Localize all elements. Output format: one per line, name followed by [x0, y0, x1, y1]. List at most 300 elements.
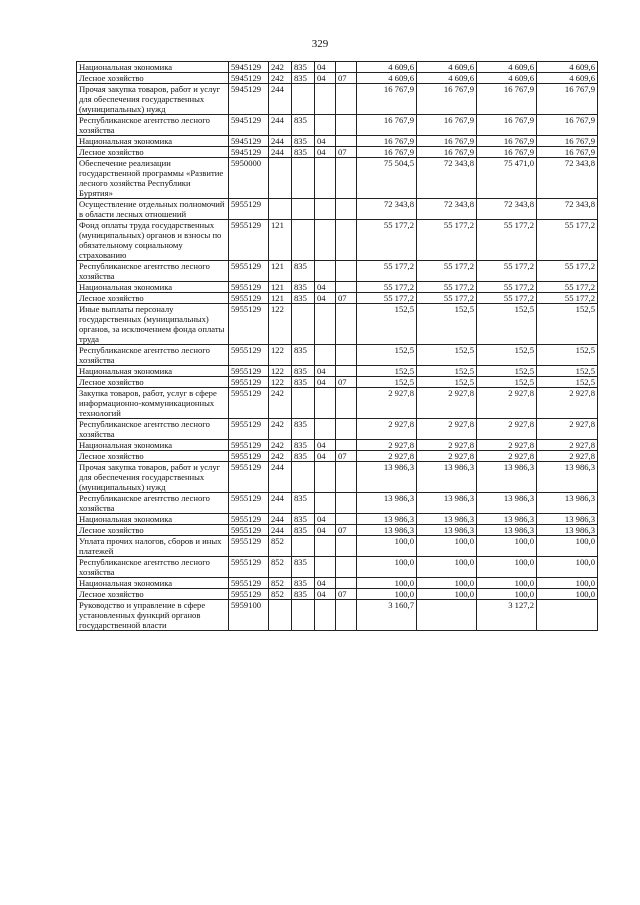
table-row — [77, 147, 598, 158]
amount-1-cell: 13 986,3 — [357, 462, 417, 493]
section-cell — [315, 304, 336, 345]
target-code-cell: 5945129 — [229, 147, 269, 158]
amount-1-cell: 55 177,2 — [357, 293, 417, 304]
row-name-cell: Национальная экономика — [77, 62, 229, 73]
row-name-cell: Осуществление отдельных полномочий в области лесных отношений — [77, 199, 229, 220]
amount-1-cell: 152,5 — [357, 304, 417, 345]
expense-type-cell: 121 — [269, 282, 292, 293]
target-code-cell: 5945129 — [229, 84, 269, 115]
table-row — [77, 557, 598, 578]
row-name-cell: Руководство и управление в сфере установленных функций органов государственной власти — [77, 600, 229, 631]
amount-4-cell: 72 343,8 — [537, 199, 598, 220]
amount-3-cell: 152,5 — [477, 304, 537, 345]
subsection-cell — [336, 514, 357, 525]
amount-1-cell: 2 927,8 — [357, 440, 417, 451]
subsection-cell — [336, 304, 357, 345]
section-cell — [315, 388, 336, 419]
amount-2-cell: 16 767,9 — [417, 84, 477, 115]
amount-4-cell: 16 767,9 — [537, 147, 598, 158]
row-name-cell: Лесное хозяйство — [77, 377, 229, 388]
amount-2-cell: 55 177,2 — [417, 293, 477, 304]
section-cell: 04 — [315, 62, 336, 73]
amount-2-cell: 100,0 — [417, 578, 477, 589]
target-code-cell: 5955129 — [229, 388, 269, 419]
ministry-code-cell — [292, 199, 315, 220]
row-name-cell: Лесное хозяйство — [77, 451, 229, 462]
amount-3-cell: 2 927,8 — [477, 451, 537, 462]
amount-3-cell: 55 177,2 — [477, 220, 537, 261]
expense-type-cell — [269, 199, 292, 220]
amount-2-cell: 152,5 — [417, 366, 477, 377]
expense-type-cell: 122 — [269, 377, 292, 388]
amount-2-cell: 2 927,8 — [417, 388, 477, 419]
target-code-cell: 5955129 — [229, 293, 269, 304]
amount-3-cell: 16 767,9 — [477, 115, 537, 136]
section-cell — [315, 462, 336, 493]
table-row — [77, 578, 598, 589]
amount-2-cell: 72 343,8 — [417, 199, 477, 220]
table-row — [77, 589, 598, 600]
target-code-cell: 5955129 — [229, 493, 269, 514]
ministry-code-cell — [292, 388, 315, 419]
amount-2-cell: 4 609,6 — [417, 73, 477, 84]
row-name-cell: Национальная экономика — [77, 514, 229, 525]
amount-4-cell: 13 986,3 — [537, 514, 598, 525]
amount-2-cell: 2 927,8 — [417, 451, 477, 462]
section-cell: 04 — [315, 578, 336, 589]
target-code-cell: 5955129 — [229, 366, 269, 377]
row-name-cell: Национальная экономика — [77, 578, 229, 589]
amount-4-cell: 16 767,9 — [537, 136, 598, 147]
amount-3-cell: 55 177,2 — [477, 261, 537, 282]
amount-2-cell: 4 609,6 — [417, 62, 477, 73]
amount-3-cell: 75 471,0 — [477, 158, 537, 199]
amount-2-cell: 13 986,3 — [417, 525, 477, 536]
amount-3-cell: 55 177,2 — [477, 293, 537, 304]
table-row — [77, 440, 598, 451]
table-row — [77, 366, 598, 377]
amount-2-cell — [417, 600, 477, 631]
subsection-cell — [336, 261, 357, 282]
amount-1-cell: 16 767,9 — [357, 115, 417, 136]
ministry-code-cell: 835 — [292, 147, 315, 158]
row-name-cell: Национальная экономика — [77, 282, 229, 293]
amount-3-cell: 13 986,3 — [477, 462, 537, 493]
amount-1-cell: 13 986,3 — [357, 525, 417, 536]
row-name-cell: Закупка товаров, работ, услуг в сфере информационно-коммуникационных технологий — [77, 388, 229, 419]
table-row — [77, 419, 598, 440]
expense-type-cell: 244 — [269, 462, 292, 493]
amount-3-cell: 2 927,8 — [477, 440, 537, 451]
ministry-code-cell — [292, 220, 315, 261]
ministry-code-cell: 835 — [292, 589, 315, 600]
ministry-code-cell: 835 — [292, 493, 315, 514]
target-code-cell: 5955129 — [229, 220, 269, 261]
expense-type-cell: 121 — [269, 293, 292, 304]
table-row — [77, 493, 598, 514]
expense-type-cell: 244 — [269, 147, 292, 158]
amount-2-cell: 100,0 — [417, 557, 477, 578]
target-code-cell: 5955129 — [229, 589, 269, 600]
expense-type-cell: 122 — [269, 304, 292, 345]
amount-1-cell: 13 986,3 — [357, 493, 417, 514]
table-row — [77, 62, 598, 73]
target-code-cell: 5955129 — [229, 462, 269, 493]
expense-type-cell: 852 — [269, 578, 292, 589]
row-name-cell: Прочая закупка товаров, работ и услуг для обеспечения государственных (муниципальных) нужд — [77, 84, 229, 115]
amount-4-cell: 100,0 — [537, 536, 598, 557]
expense-type-cell: 852 — [269, 589, 292, 600]
expense-type-cell: 244 — [269, 136, 292, 147]
amount-4-cell: 16 767,9 — [537, 84, 598, 115]
amount-3-cell: 13 986,3 — [477, 525, 537, 536]
subsection-cell — [336, 220, 357, 261]
amount-4-cell: 100,0 — [537, 589, 598, 600]
subsection-cell — [336, 557, 357, 578]
section-cell: 04 — [315, 73, 336, 84]
row-name-cell: Республиканское агентство лесного хозяйства — [77, 261, 229, 282]
ministry-code-cell: 835 — [292, 345, 315, 366]
target-code-cell: 5945129 — [229, 62, 269, 73]
row-name-cell: Национальная экономика — [77, 366, 229, 377]
amount-3-cell: 100,0 — [477, 557, 537, 578]
amount-3-cell: 100,0 — [477, 536, 537, 557]
amount-3-cell: 100,0 — [477, 589, 537, 600]
amount-3-cell: 2 927,8 — [477, 419, 537, 440]
amount-4-cell: 2 927,8 — [537, 440, 598, 451]
section-cell: 04 — [315, 451, 336, 462]
expense-type-cell: 852 — [269, 557, 292, 578]
amount-3-cell: 152,5 — [477, 366, 537, 377]
amount-4-cell: 2 927,8 — [537, 451, 598, 462]
subsection-cell — [336, 440, 357, 451]
amount-4-cell: 55 177,2 — [537, 293, 598, 304]
expense-type-cell: 242 — [269, 62, 292, 73]
subsection-cell — [336, 493, 357, 514]
section-cell — [315, 419, 336, 440]
amount-3-cell: 2 927,8 — [477, 388, 537, 419]
amount-1-cell: 4 609,6 — [357, 62, 417, 73]
expense-type-cell: 244 — [269, 84, 292, 115]
expense-type-cell: 244 — [269, 115, 292, 136]
subsection-cell — [336, 115, 357, 136]
subsection-cell — [336, 462, 357, 493]
ministry-code-cell — [292, 158, 315, 199]
amount-1-cell: 2 927,8 — [357, 388, 417, 419]
expense-type-cell — [269, 600, 292, 631]
amount-3-cell: 152,5 — [477, 345, 537, 366]
amount-4-cell: 55 177,2 — [537, 261, 598, 282]
amount-4-cell: 2 927,8 — [537, 419, 598, 440]
expense-type-cell: 122 — [269, 345, 292, 366]
expense-type-cell — [269, 158, 292, 199]
target-code-cell: 5955129 — [229, 536, 269, 557]
ministry-code-cell: 835 — [292, 293, 315, 304]
amount-1-cell: 152,5 — [357, 366, 417, 377]
target-code-cell: 5955129 — [229, 261, 269, 282]
subsection-cell — [336, 199, 357, 220]
amount-2-cell: 72 343,8 — [417, 158, 477, 199]
amount-4-cell — [537, 600, 598, 631]
amount-3-cell: 4 609,6 — [477, 62, 537, 73]
subsection-cell — [336, 366, 357, 377]
expense-type-cell: 244 — [269, 525, 292, 536]
amount-2-cell: 2 927,8 — [417, 440, 477, 451]
subsection-cell — [336, 84, 357, 115]
section-cell — [315, 600, 336, 631]
row-name-cell: Лесное хозяйство — [77, 293, 229, 304]
table-row — [77, 115, 598, 136]
expense-type-cell: 242 — [269, 388, 292, 419]
amount-3-cell: 16 767,9 — [477, 147, 537, 158]
section-cell — [315, 220, 336, 261]
target-code-cell: 5945129 — [229, 136, 269, 147]
expense-type-cell: 244 — [269, 514, 292, 525]
ministry-code-cell: 835 — [292, 377, 315, 388]
amount-1-cell: 100,0 — [357, 589, 417, 600]
amount-1-cell: 13 986,3 — [357, 514, 417, 525]
target-code-cell: 5955129 — [229, 282, 269, 293]
target-code-cell: 5955129 — [229, 199, 269, 220]
amount-3-cell: 16 767,9 — [477, 84, 537, 115]
amount-2-cell: 16 767,9 — [417, 115, 477, 136]
subsection-cell — [336, 578, 357, 589]
table-row — [77, 600, 598, 631]
page-number: 329 — [311, 38, 329, 50]
amount-1-cell: 75 504,5 — [357, 158, 417, 199]
amount-2-cell: 13 986,3 — [417, 514, 477, 525]
section-cell — [315, 158, 336, 199]
ministry-code-cell — [292, 304, 315, 345]
amount-4-cell: 4 609,6 — [537, 73, 598, 84]
ministry-code-cell: 835 — [292, 419, 315, 440]
amount-4-cell: 2 927,8 — [537, 388, 598, 419]
target-code-cell: 5955129 — [229, 557, 269, 578]
target-code-cell: 5945129 — [229, 73, 269, 84]
row-name-cell: Республиканское агентство лесного хозяйства — [77, 115, 229, 136]
subsection-cell: 07 — [336, 589, 357, 600]
amount-3-cell: 55 177,2 — [477, 282, 537, 293]
amount-3-cell: 13 986,3 — [477, 493, 537, 514]
amount-2-cell: 55 177,2 — [417, 261, 477, 282]
subsection-cell — [336, 136, 357, 147]
table-row — [77, 525, 598, 536]
ministry-code-cell: 835 — [292, 73, 315, 84]
amount-1-cell: 55 177,2 — [357, 220, 417, 261]
target-code-cell: 5955129 — [229, 440, 269, 451]
expense-type-cell: 244 — [269, 493, 292, 514]
table-row — [77, 220, 598, 261]
ministry-code-cell: 835 — [292, 366, 315, 377]
table-row — [77, 345, 598, 366]
amount-3-cell: 4 609,6 — [477, 73, 537, 84]
subsection-cell — [336, 536, 357, 557]
amount-1-cell: 100,0 — [357, 578, 417, 589]
target-code-cell: 5959100 — [229, 600, 269, 631]
amount-4-cell: 13 986,3 — [537, 525, 598, 536]
row-name-cell: Республиканское агентство лесного хозяйства — [77, 345, 229, 366]
subsection-cell — [336, 419, 357, 440]
subsection-cell — [336, 388, 357, 419]
section-cell — [315, 199, 336, 220]
subsection-cell — [336, 282, 357, 293]
row-name-cell: Национальная экономика — [77, 136, 229, 147]
ministry-code-cell: 835 — [292, 62, 315, 73]
amount-1-cell: 100,0 — [357, 557, 417, 578]
amount-1-cell: 152,5 — [357, 377, 417, 388]
amount-3-cell: 13 986,3 — [477, 514, 537, 525]
row-name-cell: Лесное хозяйство — [77, 147, 229, 158]
section-cell — [315, 345, 336, 366]
amount-1-cell: 2 927,8 — [357, 419, 417, 440]
amount-4-cell: 152,5 — [537, 345, 598, 366]
table-row — [77, 536, 598, 557]
amount-4-cell: 100,0 — [537, 557, 598, 578]
amount-1-cell: 55 177,2 — [357, 261, 417, 282]
table-row — [77, 304, 598, 345]
table-row — [77, 514, 598, 525]
section-cell: 04 — [315, 440, 336, 451]
ministry-code-cell — [292, 600, 315, 631]
amount-4-cell: 4 609,6 — [537, 62, 598, 73]
section-cell: 04 — [315, 366, 336, 377]
row-name-cell: Иные выплаты персоналу государственных (муниципальных) органов, за исключением фонда оплаты труда — [77, 304, 229, 345]
ministry-code-cell: 835 — [292, 451, 315, 462]
amount-4-cell: 100,0 — [537, 578, 598, 589]
section-cell — [315, 84, 336, 115]
target-code-cell: 5955129 — [229, 451, 269, 462]
row-name-cell: Национальная экономика — [77, 440, 229, 451]
ministry-code-cell — [292, 84, 315, 115]
table-row — [77, 158, 598, 199]
ministry-code-cell — [292, 462, 315, 493]
amount-1-cell: 55 177,2 — [357, 282, 417, 293]
section-cell: 04 — [315, 514, 336, 525]
table-row — [77, 84, 598, 115]
expense-type-cell: 121 — [269, 220, 292, 261]
amount-2-cell: 152,5 — [417, 377, 477, 388]
expense-type-cell: 242 — [269, 451, 292, 462]
amount-4-cell: 13 986,3 — [537, 462, 598, 493]
amount-2-cell: 55 177,2 — [417, 282, 477, 293]
expense-type-cell: 852 — [269, 536, 292, 557]
amount-4-cell: 152,5 — [537, 366, 598, 377]
amount-1-cell: 16 767,9 — [357, 147, 417, 158]
target-code-cell: 5955129 — [229, 578, 269, 589]
expense-type-cell: 242 — [269, 419, 292, 440]
subsection-cell: 07 — [336, 293, 357, 304]
row-name-cell: Республиканское агентство лесного хозяйства — [77, 557, 229, 578]
row-name-cell: Лесное хозяйство — [77, 73, 229, 84]
amount-1-cell: 2 927,8 — [357, 451, 417, 462]
section-cell: 04 — [315, 293, 336, 304]
row-name-cell: Обеспечение реализации государственной программы «Развитие лесного хозяйства Республики Бурятия» — [77, 158, 229, 199]
row-name-cell: Фонд оплаты труда государственных (муниципальных) органов и взносы по обязательному социальному страхованию — [77, 220, 229, 261]
table-row — [77, 73, 598, 84]
target-code-cell: 5955129 — [229, 514, 269, 525]
section-cell: 04 — [315, 147, 336, 158]
amount-3-cell: 152,5 — [477, 377, 537, 388]
table-row — [77, 377, 598, 388]
amount-3-cell: 100,0 — [477, 578, 537, 589]
amount-1-cell: 72 343,8 — [357, 199, 417, 220]
subsection-cell — [336, 62, 357, 73]
target-code-cell: 5955129 — [229, 525, 269, 536]
section-cell — [315, 493, 336, 514]
amount-2-cell: 152,5 — [417, 304, 477, 345]
section-cell — [315, 557, 336, 578]
ministry-code-cell: 835 — [292, 557, 315, 578]
amount-2-cell: 2 927,8 — [417, 419, 477, 440]
expense-type-cell: 242 — [269, 440, 292, 451]
amount-1-cell: 152,5 — [357, 345, 417, 366]
amount-1-cell: 16 767,9 — [357, 84, 417, 115]
row-name-cell: Республиканское агентство лесного хозяйства — [77, 493, 229, 514]
amount-4-cell: 16 767,9 — [537, 115, 598, 136]
amount-4-cell: 55 177,2 — [537, 282, 598, 293]
subsection-cell — [336, 600, 357, 631]
ministry-code-cell — [292, 536, 315, 557]
subsection-cell: 07 — [336, 73, 357, 84]
amount-3-cell: 3 127,2 — [477, 600, 537, 631]
target-code-cell: 5955129 — [229, 345, 269, 366]
target-code-cell: 5955129 — [229, 304, 269, 345]
section-cell: 04 — [315, 377, 336, 388]
expense-type-cell: 242 — [269, 73, 292, 84]
amount-1-cell: 100,0 — [357, 536, 417, 557]
subsection-cell: 07 — [336, 377, 357, 388]
section-cell — [315, 536, 336, 557]
budget-table — [76, 61, 598, 631]
amount-4-cell: 13 986,3 — [537, 493, 598, 514]
row-name-cell: Лесное хозяйство — [77, 525, 229, 536]
amount-2-cell: 13 986,3 — [417, 493, 477, 514]
target-code-cell: 5955129 — [229, 377, 269, 388]
ministry-code-cell: 835 — [292, 136, 315, 147]
section-cell — [315, 261, 336, 282]
ministry-code-cell: 835 — [292, 514, 315, 525]
amount-2-cell: 152,5 — [417, 345, 477, 366]
subsection-cell: 07 — [336, 525, 357, 536]
table-row — [77, 462, 598, 493]
amount-2-cell: 13 986,3 — [417, 462, 477, 493]
amount-2-cell: 100,0 — [417, 589, 477, 600]
table-row — [77, 136, 598, 147]
target-code-cell: 5950000 — [229, 158, 269, 199]
subsection-cell — [336, 345, 357, 366]
amount-1-cell: 4 609,6 — [357, 73, 417, 84]
amount-4-cell: 55 177,2 — [537, 220, 598, 261]
ministry-code-cell: 835 — [292, 578, 315, 589]
expense-type-cell: 122 — [269, 366, 292, 377]
subsection-cell — [336, 158, 357, 199]
row-name-cell: Лесное хозяйство — [77, 589, 229, 600]
target-code-cell: 5945129 — [229, 115, 269, 136]
section-cell: 04 — [315, 525, 336, 536]
table-row — [77, 451, 598, 462]
row-name-cell: Республиканское агентство лесного хозяйства — [77, 419, 229, 440]
amount-1-cell: 16 767,9 — [357, 136, 417, 147]
amount-2-cell: 16 767,9 — [417, 147, 477, 158]
section-cell — [315, 115, 336, 136]
table-body — [77, 62, 598, 631]
amount-3-cell: 16 767,9 — [477, 136, 537, 147]
table-row — [77, 293, 598, 304]
table-row — [77, 199, 598, 220]
subsection-cell: 07 — [336, 451, 357, 462]
amount-2-cell: 55 177,2 — [417, 220, 477, 261]
target-code-cell: 5955129 — [229, 419, 269, 440]
